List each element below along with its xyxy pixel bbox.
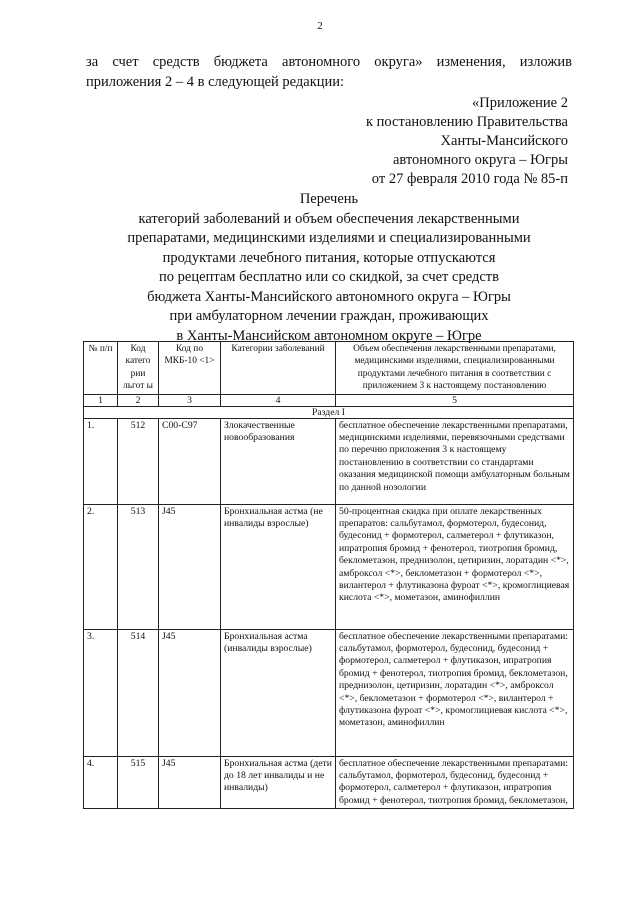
table-header-row bbox=[84, 342, 574, 395]
appendix-line: от 27 февраля 2010 года № 85-п bbox=[371, 171, 568, 187]
disease-category: Бронхиальная астма (дети до 18 лет инвалиды и не инвалиды) bbox=[221, 756, 336, 809]
icd-code: C00-C97 bbox=[159, 418, 221, 504]
header-number: № п/п bbox=[84, 342, 118, 395]
column-number: 2 bbox=[118, 394, 159, 406]
title-line: Перечень bbox=[299, 191, 359, 207]
disease-category-table bbox=[83, 341, 574, 809]
title-line: бюджета Ханты-Мансийского автономного округа – Югры bbox=[147, 288, 511, 305]
benefit-code: 512 bbox=[118, 418, 159, 504]
header-supply-volume: Объем обеспечения лекарственными препаратами, медицинскими изделиями, специализированными продуктами лечебного питания в соответствии с приложением 3 к настоящему постановлению bbox=[336, 342, 574, 395]
table-row bbox=[84, 418, 574, 504]
benefit-code: 514 bbox=[118, 629, 159, 756]
icd-code: J45 bbox=[159, 756, 221, 809]
column-number: 5 bbox=[336, 394, 574, 406]
column-number: 3 bbox=[159, 394, 221, 406]
appendix-line: Ханты-Мансийского bbox=[440, 133, 568, 149]
table-row bbox=[84, 629, 574, 756]
supply-volume: 50-процентная скидка при оплате лекарственных препаратов: сальбутамол, формотерол, будесонид, будесонид + формотерол, салметерол + флутиказон, ипратропия бромид + фенотерол, тиотропия бромид, беклометазон, преднизолон, цетиризин, лоратадин <*>, амброксол <*>, беклометазон + формотерол <*>, вилантерол + флутиказона фуроат <*>, кромоглициевая кислота <*>, мометазон, аминофиллин bbox=[336, 504, 574, 629]
benefit-code: 515 bbox=[118, 756, 159, 809]
supply-volume: бесплатное обеспечение лекарственными препаратами: сальбутамол, формотерол, будесонид, будесонид + формотерол, салметерол + флутиказон, ипратропия бромид + фенотерол, тиотропия бромид, беклометазон, bbox=[336, 756, 574, 809]
appendix-line: автономного округа – Югры bbox=[392, 152, 568, 168]
table-row bbox=[84, 504, 574, 629]
row-number: 2. bbox=[84, 504, 118, 629]
section-row bbox=[84, 406, 574, 418]
column-number: 4 bbox=[221, 394, 336, 406]
title-line: при амбулаторном лечении граждан, проживающих bbox=[169, 308, 489, 324]
title-line: категорий заболеваний и объем обеспечения лекарственными bbox=[138, 210, 520, 227]
appendix-line: к постановлению Правительства bbox=[366, 114, 568, 130]
supply-volume: бесплатное обеспечение лекарственными препаратами, медицинскими изделиями, перевязочными средствами по перечню приложения 3 к настоящему постановлению в соответствии со стандартами оказания медицинской помощи амбулаторным больным по данной нозологии bbox=[336, 418, 574, 504]
section-title: Раздел I bbox=[84, 406, 574, 418]
title-line: по рецептам бесплатно или со скидкой, за счет средств bbox=[159, 269, 499, 285]
header-disease-category: Категории заболеваний bbox=[221, 342, 336, 395]
table-row bbox=[84, 756, 574, 809]
page-number: 2 bbox=[317, 20, 323, 32]
disease-category: Бронхиальная астма (не инвалиды взрослые) bbox=[221, 504, 336, 629]
header-benefit-code: Код катего рии льгот ы bbox=[118, 342, 159, 395]
row-number: 4. bbox=[84, 756, 118, 809]
supply-volume: бесплатное обеспечение лекарственными препаратами: сальбутамол, формотерол, будесонид, будесонид + формотерол, салметерол + флутиказон, ипратропия бромид + фенотерол, тиотропия бромид, беклометазон, преднизолон, цетиризин, лоратадин <*>, амброксол <*>, беклометазон + формотерол <*>, вилантерол + флутиказона фуроат <*>, кромоглициевая кислота <*>, мометазон, аминофиллин bbox=[336, 629, 574, 756]
icd-code: J45 bbox=[159, 504, 221, 629]
appendix-reference bbox=[268, 94, 568, 189]
header-icd-code: Код по МКБ-10 <1> bbox=[159, 342, 221, 395]
disease-category: Бронхиальная астма (инвалиды взрослые) bbox=[221, 629, 336, 756]
row-number: 1. bbox=[84, 418, 118, 504]
appendix-line: «Приложение 2 bbox=[472, 95, 568, 111]
document-title bbox=[86, 190, 572, 346]
title-line: продуктами лечебного питания, которые отпускаются bbox=[162, 249, 496, 266]
column-numbers-row bbox=[84, 394, 574, 406]
title-line: препаратами, медицинскими изделиями и специализированными bbox=[127, 230, 531, 246]
intro-paragraph: за счет средств бюджета автономного округа» изменения, изложив приложения 2 – 4 в следующей редакции: bbox=[86, 54, 572, 90]
disease-category: Злокачественные новообразования bbox=[221, 418, 336, 504]
icd-code: J45 bbox=[159, 629, 221, 756]
title-line: в Ханты-Мансийском автономном округе – Югре bbox=[176, 327, 482, 344]
column-number: 1 bbox=[84, 394, 118, 406]
row-number: 3. bbox=[84, 629, 118, 756]
benefit-code: 513 bbox=[118, 504, 159, 629]
